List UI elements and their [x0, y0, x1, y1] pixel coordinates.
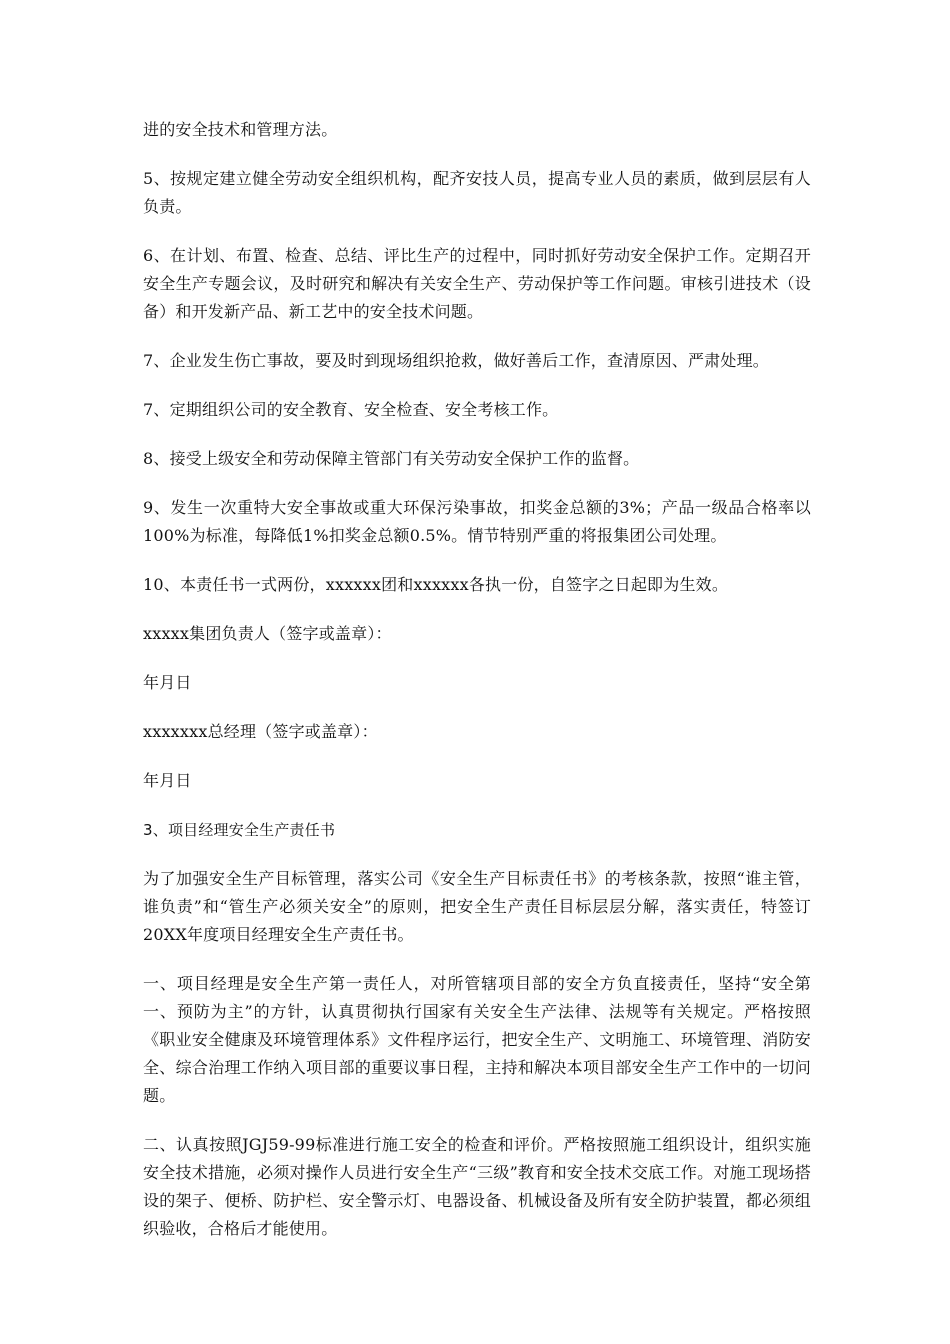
paragraph-item-10: 10、本责任书一式两份，xxxxxx团和xxxxxx各执一份，自签字之日起即为生效。 — [143, 575, 729, 594]
signature-line-group: xxxxx集团负责人（签字或盖章）： — [143, 624, 392, 643]
paragraph-item-8: 8、接受上级安全和劳动保障主管部门有关劳动安全保护工作的监督。 — [143, 449, 640, 468]
date-line-manager: 年月日 — [143, 771, 192, 790]
document-body — [143, 116, 811, 1264]
paragraph-continuation: 进的安全技术和管理方法。 — [143, 120, 338, 139]
signature-line-manager: xxxxxxx总经理（签字或盖章）： — [143, 722, 378, 741]
section-heading: 3、项目经理安全生产责任书 — [143, 821, 336, 839]
paragraph-item-5: 5、按规定建立健全劳动安全组织机构，配齐安技人员，提高专业人员的素质，做到层层有人负责。 — [143, 169, 811, 216]
paragraph-item-7a: 7、企业发生伤亡事故，要及时到现场组织抢救，做好善后工作，查清原因、严肃处理。 — [143, 351, 769, 370]
paragraph-item-6: 6、在计划、布置、检查、总结、评比生产的过程中，同时抓好劳动安全保护工作。定期召开安全生产专题会议，及时研究和解决有关安全生产、劳动保护等工作问题。审核引进技术（设备）和开发新产品、新工艺中的安全技术问题。 — [143, 246, 811, 321]
paragraph-item-9: 9、发生一次重特大安全事故或重大环保污染事故，扣奖金总额的3%；产品一级品合格率以100%为标准，每降低1%扣奖金总额0.5%。情节特别严重的将报集团公司处理。 — [143, 498, 811, 545]
paragraph-intro: 为了加强安全生产目标管理，落实公司《安全生产目标责任书》的考核条款，按照“谁主管，谁负责”和“管生产必须关安全”的原则，把安全生产责任目标层层分解，落实责任，特签订20XX年度项目经理安全生产责任书。 — [143, 869, 811, 944]
paragraph-item-7b: 7、定期组织公司的安全教育、安全检查、安全考核工作。 — [143, 400, 559, 419]
paragraph-clause-1: 一、项目经理是安全生产第一责任人，对所管辖项目部的安全方负直接责任，坚持“安全第一、预防为主”的方针，认真贯彻执行国家有关安全生产法律、法规等有关规定。严格按照《职业安全健康及环境管理体系》文件程序运行，把安全生产、文明施工、环境管理、消防安全、综合治理工作纳入项目部的重要议事日程，主持和解决本项目部安全生产工作中的一切问题。 — [143, 974, 811, 1105]
date-line-group: 年月日 — [143, 673, 192, 692]
paragraph-clause-2: 二、认真按照JGJ59-99标准进行施工安全的检查和评价。严格按照施工组织设计，组织实施安全技术措施，必须对操作人员进行安全生产“三级”教育和安全技术交底工作。对施工现场搭设的架子、便桥、防护栏、安全警示灯、电器设备、机械设备及所有安全防护装置，都必须组织验收，合格后才能使用。 — [143, 1135, 811, 1238]
